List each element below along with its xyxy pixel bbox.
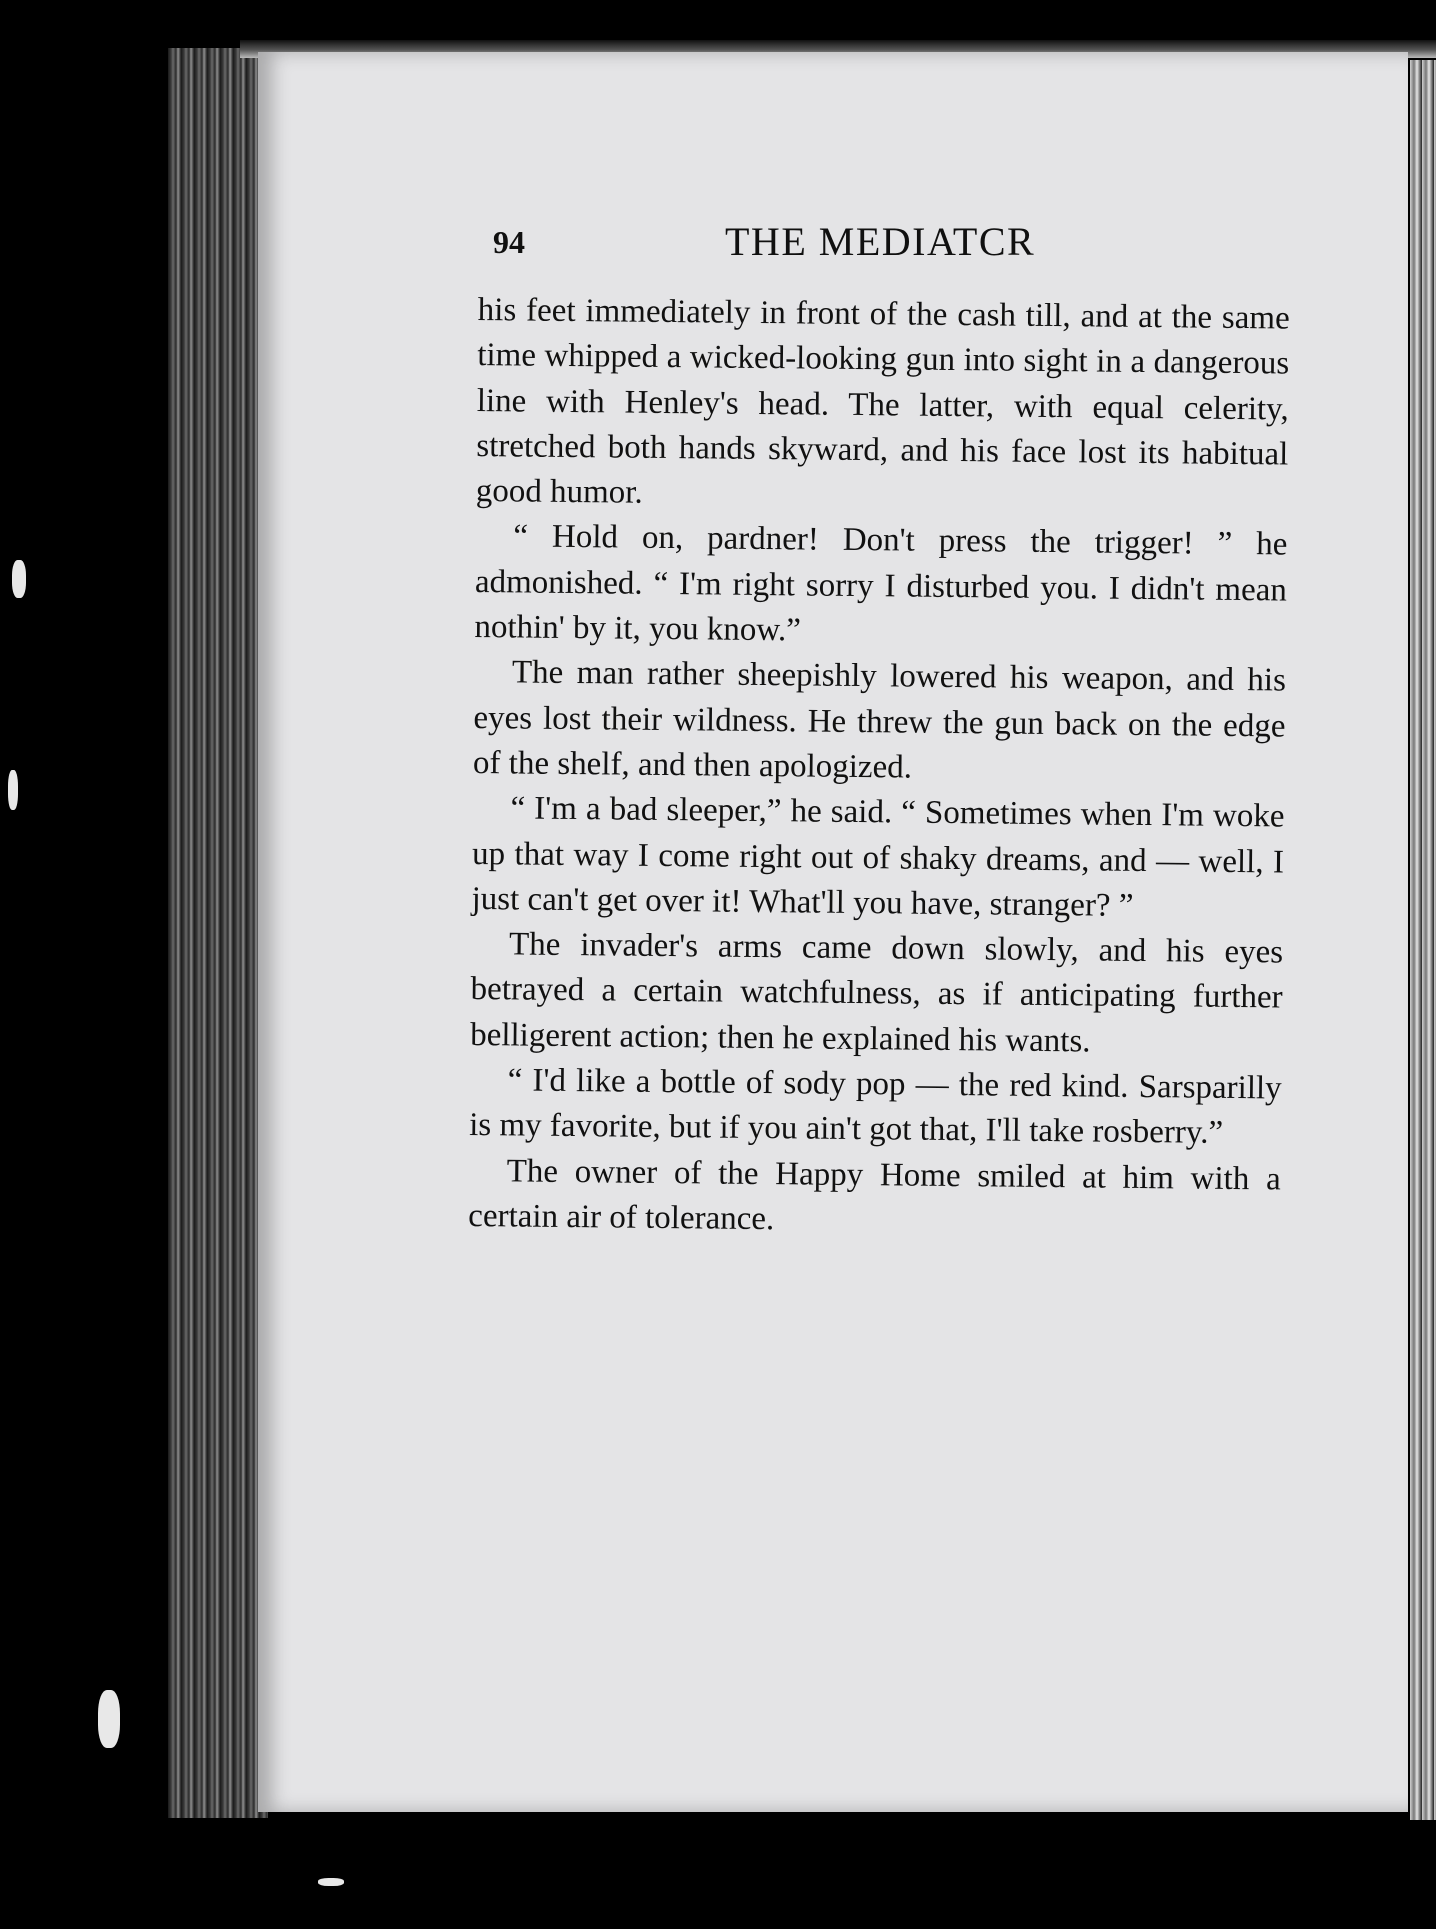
running-title: THE MEDIATCR <box>725 219 1036 264</box>
page-stack-edge <box>168 48 268 1818</box>
paragraph: his feet immediately in front of the cash till, and at the same time whipped a wicked-looking gun into sight in a dangerous line with Henley's head. The latter, with equal celerity, stretched both hands skyward, and his face lost its habitual good humor. <box>475 291 1290 511</box>
paragraph: The man rather sheepishly lowered his weapon, and his eyes lost their wildness. He threw the gun back on the edge of the shelf, and then apologized. <box>472 654 1287 786</box>
paragraph: The invader's arms came down slowly, and his eyes betrayed a certain watchfulness, as if anticipating further belligerent action; then he explained his wants. <box>469 926 1284 1060</box>
right-page-edge <box>1410 60 1436 1820</box>
scan-speck <box>12 560 26 598</box>
page-header <box>493 218 1073 268</box>
paragraph: “ Hold on, pardner! Don't press the trigger! ” he admonished. “ I'm right sorry I disturbed you. I didn't mean nothin' by it, you know.” <box>474 518 1288 649</box>
scan-speck <box>318 1878 344 1886</box>
paragraph: “ I'd like a bottle of sody pop — the red kind. Sarsparilly is my favorite, but if you ain't got that, I'll take rosberry.” <box>469 1062 1282 1152</box>
paragraph: “ I'm a bad sleeper,” he said. “ Sometimes when I'm woke up that way I come right out of shaky dreams, and — well, I just can't get over it! What'll you have, stranger? ” <box>471 790 1285 924</box>
paragraph: The owner of the Happy Home smiled at him with a certain air of tolerance. <box>468 1152 1281 1238</box>
page-number: 94 <box>493 224 525 260</box>
scan-speck <box>8 770 18 810</box>
scan-speck <box>98 1690 120 1748</box>
body-text <box>468 288 1290 1248</box>
